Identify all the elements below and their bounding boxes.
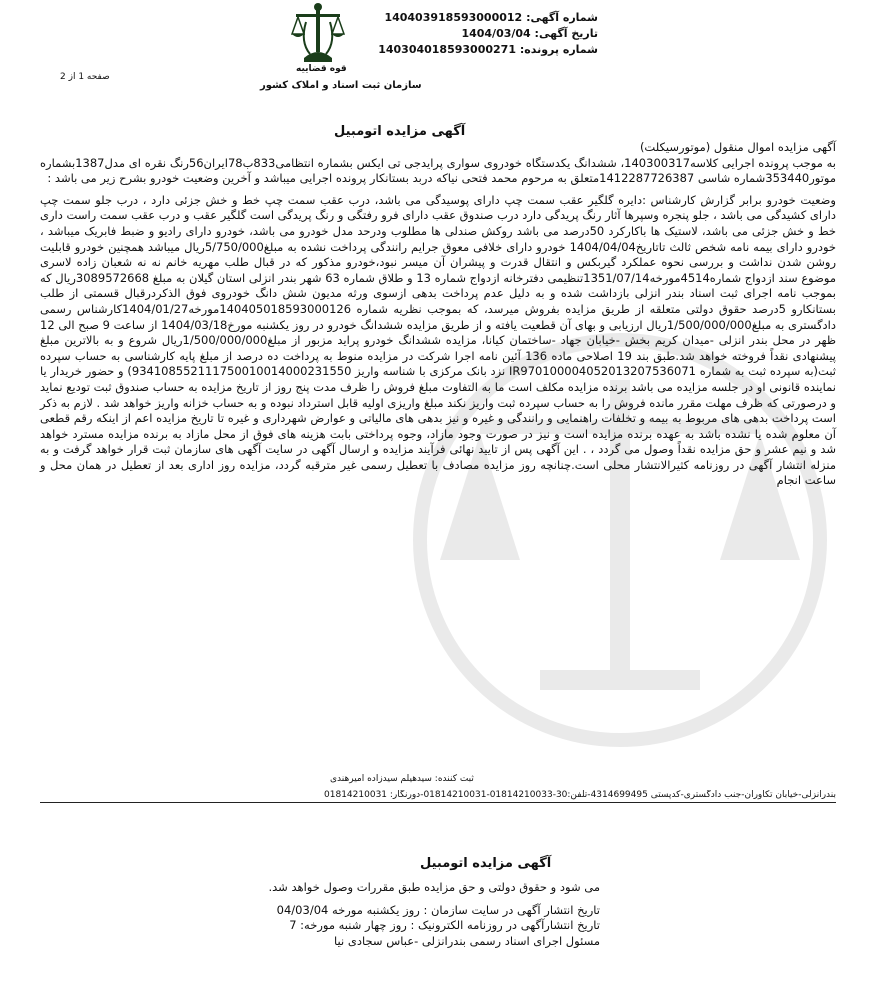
page-number: صفحه 1 از 2	[60, 72, 110, 82]
page-title: آگهی مزایده اتومبیل	[334, 124, 466, 139]
ad-number: 140403918593000012	[384, 11, 523, 24]
registrar-label: ثبت کننده:	[434, 774, 474, 784]
ad-date: 1404/03/04	[461, 27, 531, 40]
judiciary-logo	[250, 2, 422, 98]
case-number-row	[378, 42, 598, 58]
page2-title: آگهی مزایده اتومبیل	[420, 856, 552, 871]
page2-line-site-date: تاریخ انتشار آگهی در سایت سازمان : روز یکشنبه مورخه 04/03/04	[276, 902, 600, 917]
ad-body	[40, 140, 836, 489]
case-number-label: شماره پرونده:	[519, 43, 598, 56]
page2-line-1: می شود و حقوق دولتی و حق مزایده طبق مقررات وصول خواهد شد.	[268, 880, 600, 894]
case-number: 140304018593000271	[378, 43, 516, 56]
registrar-signature	[330, 774, 474, 784]
office-address: بندرانزلی-خیابان تکاوران-جنب دادگستری-کدپستی 4314699495-تلفن:30-01814210033-01814210031-دورنگار: 01814210031	[40, 790, 836, 803]
ad-subtitle: آگهی مزایده اموال منقول (موتورسیکلت)	[639, 140, 836, 154]
ad-number-row	[384, 10, 598, 26]
org-name-registry: سازمان ثبت اسناد و املاک کشور	[260, 80, 422, 91]
page2-body	[230, 880, 600, 949]
scales-emblem-icon	[290, 2, 346, 64]
ad-paragraph-vehicle: به موجب پرونده اجرایی کلاسه140300317، ششدانگ یکدستگاه خودروی سواری پرایدجی تی ایکس بشماره انتظامی833ب78ایران56رنگ نقره ای مدل1387بشماره موتور353440شماره شاسی 1412287726387متعلق به مرحوم محمد فتحی نیاکه دربد بستانکار پرونده اجرایی میباشد و آخرین وضعیت خودرو بشرح زیر می باشد :	[40, 155, 837, 186]
ad-paragraph-condition: وضعیت خودرو برابر گزارش کارشناس :دایره گلگیر عقب سمت چپ دارای پوسیدگی می باشد، درب عقب سمت چپ خط و خش جزئی دارد ، درب جلو سمت چپ دارای کشیدگی می باشد ، جلو پنجره وسپرها آثار رنگ پریدگی دارد درب صندوق عقب دارای فرو رفتگی و رنگ پریدگی است گلگیر عقب و درب عقب سمت راست داری خط و خش جزئی می باشد، لاستیک ها باکارکرد 50درصد می باشد روکش صندلی ها مطلوب ودرحد مدل خودرو می باشد، خودرو دارای رادیو و ضبط فابریک میباشد ، خودرو دارای بیمه نامه شخص ثالث تاتاریخ1404/04/04 خودرو دارای خلافی معوق جرایم رانندگی پرداخت نشده به مبلغ5/750/000ریال میباشد همچنین خودرو قابلیت روشن شدن نداشت و بررسی نحوه عملکرد گیربکس و انتقال قدرت و پیشران آن میسر نبود،خودرو مذکور که در قبال طلب مهریه خانم نه نه شعبان زاده لاسری موضوع سند ازدواج شماره4514مورخه1351/07/14تنظیمی دفترخانه ازدواج شماره 13 و طلاق شماره 63 شهر بندر انزلی استان گیلان به مبلغ 3089572668ریال که بموجب نامه اجرای ثبت اسناد بندر انزلی بازداشت شده و به دلیل عدم پرداخت بدهی ازسوی ورثه مدیون شش دانگ خودروی فوق الذکردرقبال قسمتی از طلب بستانکارو 5درصد حقوق دولتی متعلقه از طریق مزایده بفروش میرسد، که بموجب نظریه شماره 140405018593000126مورخه1404/01/27کارشناس رسمی دادگستری به مبلغ1/500/000/000ریال ارزیابی و بهای آن قطعیت یافته و از طریق مزایده ششدانگ خودرو در روز یکشنبه مورخ1404/03/18 از ساعت 9 صبح الی 12 ظهر در محل بندر انزلی -میدان کریم بخش -خیابان جهاد -ساختمان کیانا، مزایده ششدانگ خودرو پراید مزبور از مبلغ1/500/000/000ریال شروع و به بالاترین مبلغ پیشنهادی نقداً فروخته خواهد شد.طبق بند 19 اصلاحی ماده 136 آئین نامه اجرا شرکت در مزایده منوط به پرداخت ده درصد از مبلغ پایه کارشناسی به حساب سپرده ثبت(به سپرده ثبت به شماره IR970100004052013207536071 نزد بانک مرکزی با شناسه واریز 934108552111750010014000231550) و حضور خریدار یا نماینده قانونی او در جلسه مزایده می باشد برنده مزایده مکلف است ما به التفاوت مبلغ فروش را ظرف مدت پنج روز از تاریخ مزایده به حساب صندوق ثبت تودیع نماید و درصورتی که ظرف مهلت مقرر مانده فروش را به حساب سپرده ثبت واریز نکند مبلغ واریزی اولیه قابل استرداد نبوده و به حساب خزانه واریز خواهد شد . لازم به ذکر است پرداخت بدهی های مربوط به بیمه و تخلفات راهنمایی و رانندگی و غیره و نیز بدهی های مالیاتی و عوارض شهرداری و غیره تا تاریخ مزایده اعم از اینکه رقم قطعی آن معلوم شده یا نشده باشد به عهده برنده مزایده است و نیز در صورت وجود مازاد، وجوه پرداختی بابت هزینه های فوق از محل مازاد به برنده مزایده مسترد خواهد شد و نیم عشر و حق مزایده نقداً وصول می گردد ، . این آگهی پس از تایید نهائی فرآیند مزایده و ارسال آگهی در سایت آگهی های سازمان ثبت قرار خواهد گرفت و به منزله انتشار آگهی در روزنامه کثیرالانتشار محلی است.چنانچه روز مزایده مصادف با تعطیل رسمی غیر مترقبه گردد، مزایده روز اداری بعد از تعطیل در همان محل و ساعت انجام	[40, 192, 837, 488]
ad-header-info	[378, 10, 598, 58]
page2-line-newspaper-date: تاریخ انتشارآگهی در روزنامه الکترونیک : روز چهار شنبه مورخه: 7	[289, 918, 600, 933]
org-name-judiciary: قوه قضاییه	[296, 64, 347, 74]
registrar-name: سیدهیلم سیدزاده امیرهندی	[330, 774, 432, 784]
page2-line-official: مسئول اجرای اسناد رسمی بندرانزلی -عباس سجادی نیا	[334, 933, 600, 948]
ad-date-row	[408, 26, 598, 42]
ad-number-label: شماره آگهی:	[526, 11, 598, 24]
ad-date-label: تاریخ آگهی:	[534, 27, 598, 40]
